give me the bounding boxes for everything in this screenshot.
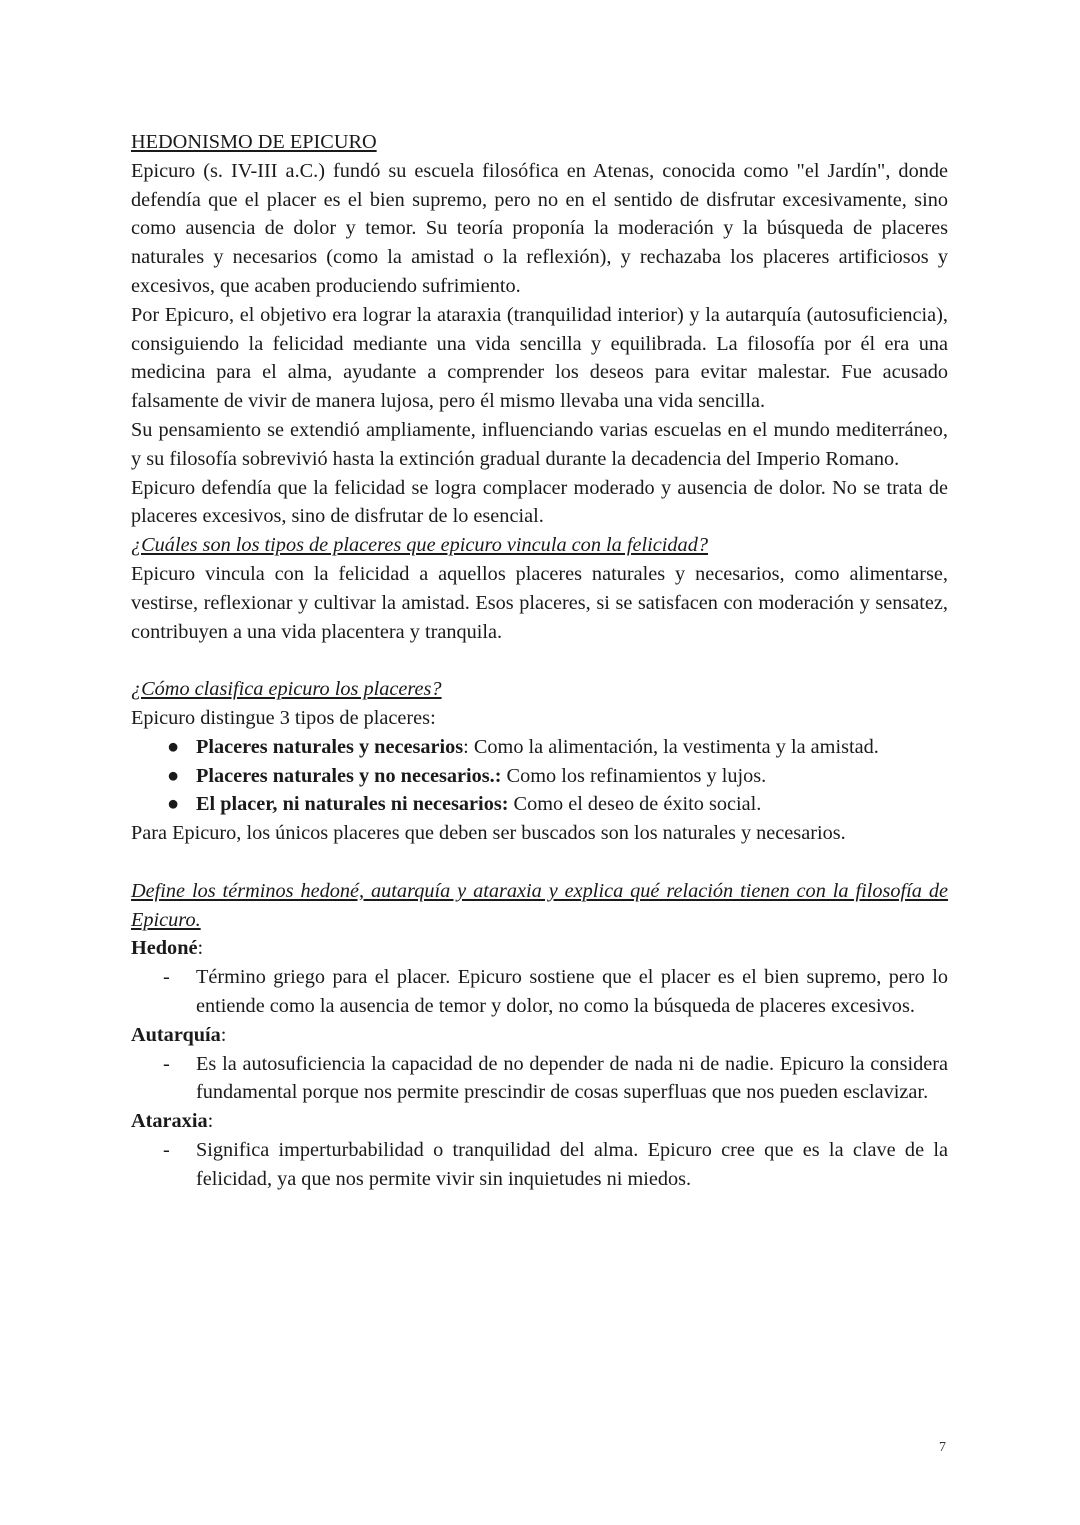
term-definition-ataraxia: [131, 1136, 948, 1194]
term-heading-hedone: Hedoné:: [131, 937, 204, 960]
question-3: Define los términos hedoné, autarquía y ataraxia y explica qué relación tienen con la filosofía de Epicuro.: [131, 879, 948, 931]
list-item: [131, 790, 948, 819]
dash-bullet-icon: -: [163, 1052, 170, 1075]
answer-1: Epicuro vincula con la felicidad a aquellos placeres naturales y necesarios, como alimentarse, vestirse, reflexionar y cultivar la amistad. Esos placeres, si se satisfacen con moderación y sensatez, contribuyen a una vida placentera y tranquila.: [131, 562, 948, 643]
intro-paragraph-4: Epicuro defendía que la felicidad se logra complacer moderado y ausencia de dolor. No se trata de placeres excesivos, sino de disfrutar de lo esencial.: [131, 476, 948, 528]
question-1: ¿Cuáles son los tipos de placeres que epicuro vincula con la felicidad?: [131, 534, 708, 557]
list-item-term: Placeres naturales y no necesarios.:: [196, 764, 502, 787]
pleasure-types-list: [131, 733, 948, 819]
term-heading-ataraxia: Ataraxia:: [131, 1110, 214, 1133]
list-item-term: Placeres naturales y necesarios: [196, 735, 464, 758]
blank-line: [131, 848, 948, 877]
answer-2-intro: Epicuro distingue 3 tipos de placeres:: [131, 706, 436, 729]
list-item-text: : Como la alimentación, la vestimenta y la amistad.: [463, 735, 879, 758]
term-label: Hedoné: [131, 937, 198, 960]
list-item-text: Como los refinamientos y lujos.: [501, 764, 767, 787]
list-item-term: El placer, ni naturales ni necesarios:: [196, 793, 509, 816]
bullet-icon: ●: [167, 793, 180, 816]
page-number: 7: [939, 1440, 946, 1455]
blank-line: [131, 646, 948, 675]
list-item-text: Como el deseo de éxito social.: [508, 793, 762, 816]
term-heading-autarquia: Autarquía:: [131, 1023, 227, 1046]
intro-paragraph-3: Su pensamiento se extendió ampliamente, influenciando varias escuelas en el mundo mediterráneo, y su filosofía sobrevivió hasta la extinción gradual durante la decadencia del Imperio Romano.: [131, 418, 948, 470]
document-page: [131, 128, 948, 1193]
definition-text: Es la autosuficiencia la capacidad de no depender de nada ni de nadie. Epicuro la considera fundamental porque nos permite prescindir de cosas superfluas que nos pueden esclavizar.: [196, 1052, 948, 1104]
term-definition-hedone: [131, 963, 948, 1021]
dash-bullet-icon: -: [163, 966, 170, 989]
intro-paragraph-2: Por Epicuro, el objetivo era lograr la ataraxia (tranquilidad interior) y la autarquía (autosuficiencia), consiguiendo la felicidad mediante una vida sencilla y equilibrada. La filosofía por él era una medicina para el alma, ayudante a comprender los deseos para evitar malestar. Fue acusado falsamente de vivir de manera lujosa, pero él mismo llevaba una vida sencilla.: [131, 303, 948, 413]
dash-bullet-icon: -: [163, 1138, 170, 1161]
bullet-icon: ●: [167, 764, 180, 787]
definition-text: Significa imperturbabilidad o tranquilidad del alma. Epicuro cree que es la clave de la felicidad, ya que nos permite vivir sin inquietudes ni miedos.: [196, 1138, 948, 1190]
list-item: [131, 762, 948, 791]
answer-2-conclusion: Para Epicuro, los únicos placeres que deben ser buscados son los naturales y necesarios.: [131, 822, 846, 845]
definition-text: Término griego para el placer. Epicuro sostiene que el placer es el bien supremo, pero lo entiende como la ausencia de temor y dolor, no como la búsqueda de placeres excesivos.: [196, 966, 948, 1017]
bullet-icon: ●: [167, 735, 180, 758]
term-label: Autarquía: [131, 1023, 221, 1046]
term-definition-autarquia: [131, 1050, 948, 1108]
section-title: HEDONISMO DE EPICURO: [131, 131, 377, 153]
question-2: ¿Cómo clasifica epicuro los placeres?: [131, 678, 442, 701]
list-item: [131, 733, 948, 762]
term-label: Ataraxia: [131, 1110, 208, 1133]
intro-paragraph-1: Epicuro (s. IV-III a.C.) fundó su escuela filosófica en Atenas, conocida como "el Jardín", donde defendía que el placer es el bien supremo, pero no en el sentido de disfrutar excesivamente, sino como ausencia de dolor y temor. Su teoría proponía la moderación y la búsqueda de placeres naturales y necesarios (como la amistad o la reflexión), y rechazaba los placeres artificiosos y excesivos, que acaben produciendo sufrimiento.: [131, 159, 948, 297]
